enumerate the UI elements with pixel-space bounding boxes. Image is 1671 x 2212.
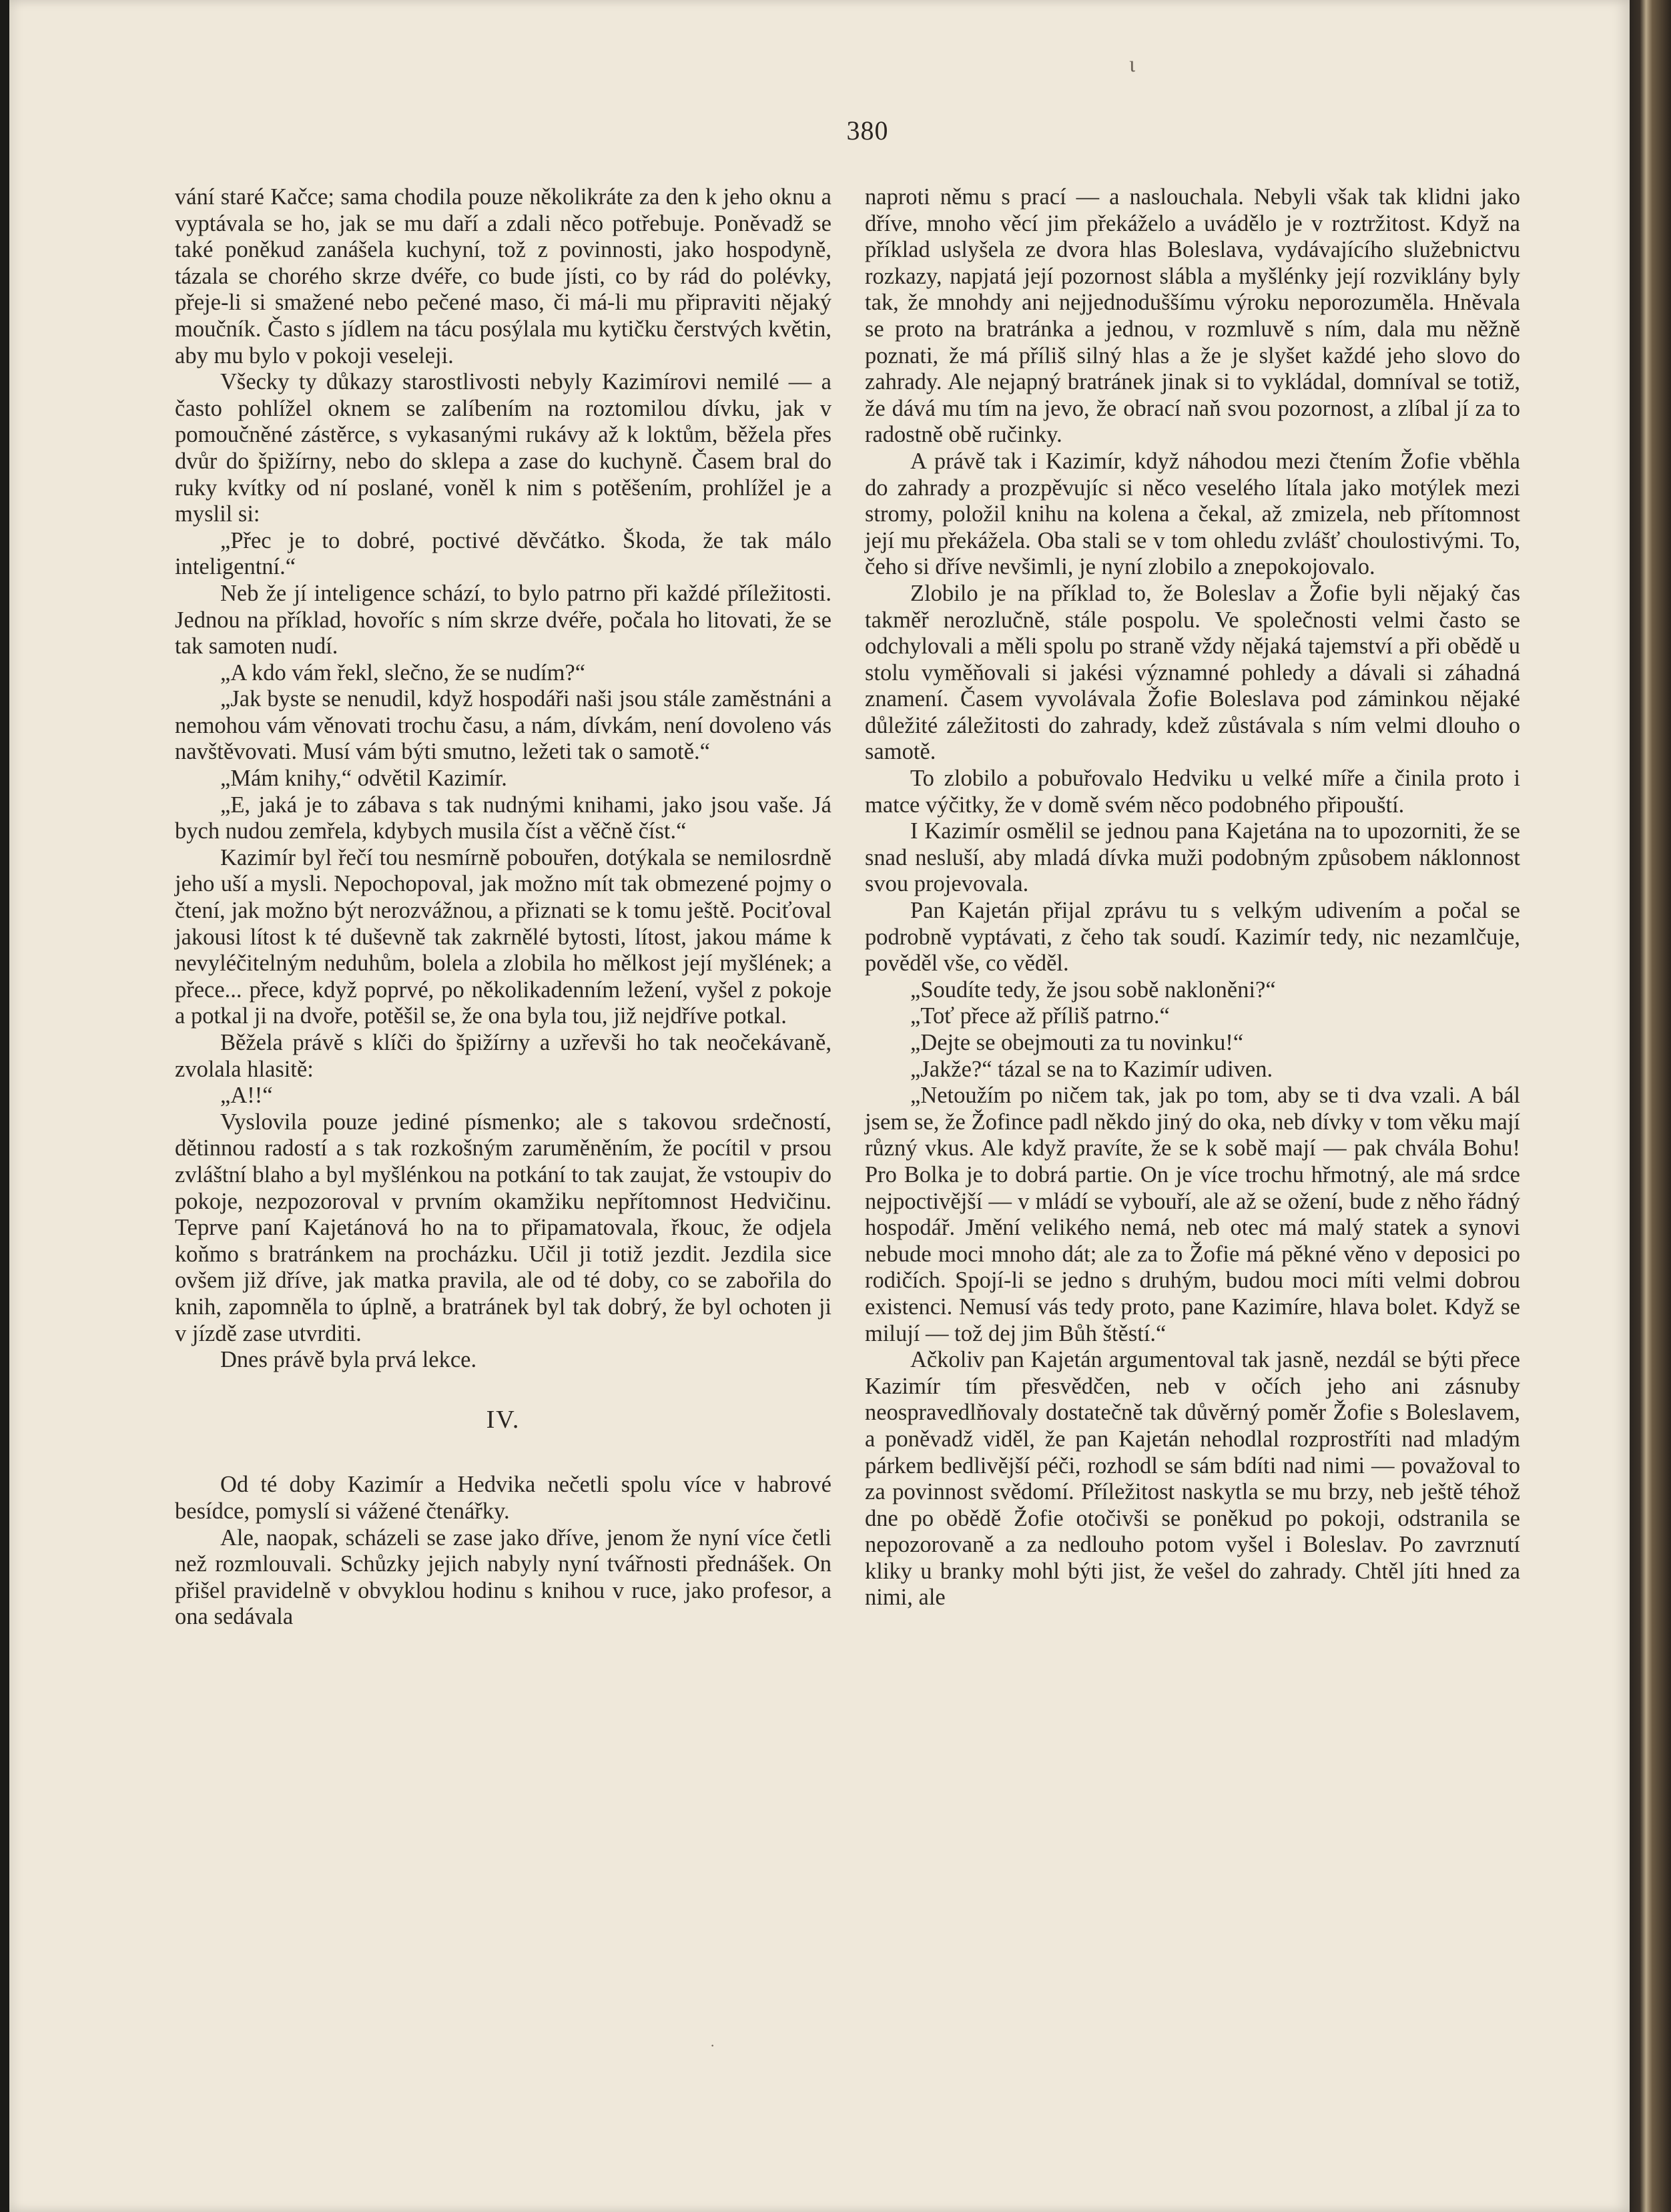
dialogue-line: „A kdo vám řekl, slečno, že se nudím?“ [220, 659, 586, 685]
dialogue-line: „Mám knihy,“ odvětil Kazimír. [220, 766, 507, 792]
dialogue-line: „E, jaká je to zábava s tak nudnými knihami, jako jsou vaše. Já bych nudou zemřela, kdybych musila číst a věčně číst.“ [175, 792, 831, 844]
chapter-heading: IV. [486, 1405, 521, 1434]
paragraph: Pan Kajetán přijal zprávu tu s velkým udivením a počal se podrobně vyptávati, z čeho tak soudí. Kazimír tedy, nic nezamlčuje, pověděl vše, co věděl. [865, 898, 1520, 977]
paragraph: vání staré Kačce; sama chodila pouze několikráte za den k jeho oknu a vyptávala se ho, jak se mu daří a zdali něco potřebuje. Poněvadž se také poněkud zanášela kuchyní, tož z povinnosti, jako hospodyně, tázala se chorého skrze dvéře, co bude jísti, co by rád do polévky, přeje-li si smažené nebo pečené maso, či má-li mu připraviti nějaký moučník. Často s jídlem na tácu posýlala mu kytičku čerstvých květin, aby mu bylo v pokoji veseleji. [175, 184, 831, 368]
paragraph: Kazimír byl řečí tou nesmírně pobouřen, dotýkala se nemilosrdně jeho uší a mysli. Nepochopoval, jak možno mít tak obmezené pojmy o čtení, jak možno být nerozvážnou, a přiznati se k tomu ještě. Pociťoval jakousi lítost k té duševně tak zakrnělé bytosti, lítost, jakou máme k nevyléčitelným neduhům, bolela a zlobila ho mělkost její myšlének; a přece... přece, když poprvé, po několikadenním ležení, vyšel z pokoje a potkal ji na dvoře, potěšil se, že ona byla tou, již nejdříve potkal. [175, 844, 831, 1029]
dialogue-line: „Přec je to dobré, poctivé děvčátko. Škoda, že tak málo inteligentní.“ [175, 527, 831, 580]
paragraph: A právě tak i Kazimír, když náhodou mezi čtením Žofie vběhla do zahrady a prozpěvujíc si něco veselého lítala jako motýlek mezi stromy, položil knihu na kolena a čekal, až zmizela, neb přítomnost její mu překážela. Oba stali se v tom ohledu zvlášť choulostivými. To, čeho si dříve nevšimli, je nyní zlobilo a znepokojovalo. [865, 448, 1520, 580]
book-edge [1630, 0, 1671, 2212]
dialogue-line: „A!!“ [220, 1083, 273, 1109]
paragraph: Neb že jí inteligence schází, to bylo patrno při každé příležitosti. Jednou na příklad, hovoříc s ním skrze dvéře, počala ho litovati, že se tak samoten nudí. [175, 580, 831, 659]
paragraph: Zlobilo je na příklad to, že Boleslav a Žofie byli nějaký čas takměř nerozlučně, stále pospolu. Ve společnosti velmi často se odchylovali a měli spolu po straně vždy nějaká tajemství a při obědě u stolu vyměňovali si jakési významné pohledy a dávali si záhadná znamení. Časem vyvolávala Žofie Boleslava pod záminkou nějaké důležité záležitosti do zahrady, kdež zůstávala s ním velmi dlouho o samotě. [865, 580, 1520, 765]
paragraph: Ale, naopak, scházeli se zase jako dříve, jenom že nyní více četli než rozmlouvali. Schůzky jejich nabyly nyní tvářnosti přednášek. On přišel pravidelně v obvyklou hodinu s knihou v ruce, jako profesor, a ona sedávala [175, 1525, 831, 1630]
right-column [865, 184, 1520, 1611]
dialogue-line: „Jakže?“ tázal se na to Kazimír udiven. [910, 1056, 1273, 1082]
dialogue-line: „Dejte se obejmouti za tu novinku!“ [910, 1030, 1244, 1055]
paragraph: Vyslovila pouze jediné písmenko; ale s takovou srdečností, dětinnou radostí a s tak rozkošným zaruměněním, že pocítil v prsou zvláštní blaho a byl myšlénkou na potkání to tak zaujat, že vstoupiv do pokoje, nezpozoroval v prvním okamžiku nepřítomnost Hedvičinu. Teprve paní Kajetánová ho na to připamatovala, řkouc, že odjela koňmo s bratránkem na procházku. Učil ji totiž jezdit. Jezdila sice ovšem již dříve, jak matka pravila, ale od té doby, co se zabořila do knih, zapomněla to úplně, a bratránek byl tak dobrý, že byl ochoten ji v jízdě zase utvrditi. [175, 1109, 831, 1346]
left-column [175, 184, 831, 1631]
top-mark: ι [1129, 52, 1136, 77]
page-number: 380 [846, 115, 889, 146]
dialogue-line: „Soudíte tedy, že jsou sobě nakloněni?“ [910, 977, 1276, 1003]
paragraph: Od té doby Kazimír a Hedvika nečetli spolu více v habrové besídce, pomyslí si vážené čtenářky. [175, 1472, 831, 1524]
dialogue-line: „Netoužím po ničem tak, jak po tom, aby se ti dva vzali. A bál jsem se, že Žofince padl někdo jiný do oka, neb dívky v tom věku mají různý vkus. Ale když pravíte, že se k sobě mají — pak chvála Bohu! Pro Bolka je to dobrá partie. On je více trochu hřmotný, ale má srdce nejpoctivější — v mládí se vybouří, ale až se ožení, bude z něho řádný hospodář. Jmění velikého nemá, neb otec má malý statek a synovi nebude moci mnoho dát; ale za to Žofie má pěkné věno v deposici po rodičích. Spojí-li se jedno s druhým, budou moci míti velmi dobrou existenci. Nemusí vás tedy proto, pane Kazimíre, hlava bolet. Když se milují — tož dej jim Bůh štěstí.“ [865, 1083, 1520, 1346]
paragraph: Všecky ty důkazy starostlivosti nebyly Kazimírovi nemilé — a často pohlížel oknem se zalíbením na roztomilou dívku, jak v pomoučněné zástěrce, s vykasanými rukávy až k loktům, běžela přes dvůr do špižírny, nebo do sklepa a zase do kuchyně. Časem bral do ruky kvítky od ní poslané, voněl k nim s potěšením, prohlížel je a myslil si: [175, 369, 831, 527]
paragraph: Dnes právě byla prvá lekce. [220, 1347, 477, 1373]
paragraph: To zlobilo a pobuřovalo Hedviku u velké míře a činila proto i matce výčitky, že v domě svém něco podobného připouští. [865, 766, 1520, 818]
paragraph: Ačkoliv pan Kajetán argumentoval tak jasně, nezdál se býti přece Kazimír tím přesvědčen, neb v očích jeho ani zásnuby neospravedlňovaly dostatečně tak důvěrný poměr Žofie s Boleslavem, a poněvadž viděl, že pan Kajetán nehodlal rozprostříti nad mladým párkem bedlivější péči, rozhodl se sám bdíti nad nimi — považoval to za povinnost svědomí. Příležitost naskytla se mu brzy, neb ještě téhož dne po obědě Žofie otočivši se poněkud po pokoji, odstranila se nepozorovaně a za nedlouho potom vyšel i Boleslav. Po zavrznutí kliky u branky mohl býti jist, že vešel do zahrady. Chtěl jíti hned za nimi, ale [865, 1347, 1520, 1611]
paragraph: Běžela právě s klíči do špižírny a uzřevši ho tak neočekávaně, zvolala hlasitě: [175, 1030, 831, 1082]
paragraph: naproti němu s prací — a naslouchala. Nebyli však tak klidni jako dříve, mnoho věcí jim překáželo a uvádělo je v roztržitost. Když na příklad uslyšela ze dvora hlas Boleslava, vydávajícího služebnictvu rozkazy, napjatá její pozornost slábla a myšlénky její rozviklány byly tak, že mnohdy ani nejjednoduššímu výroku neporozuměla. Hněvala se proto na bratránka a jednou, v rozmluvě s ním, dala mu něžně poznati, že má příliš silný hlas a že je slyšet každé jeho slovo do zahrady. Ale nejapný bratránek jinak si to vykládal, domníval se totiž, že dává mu tím na jevo, že obrací naň svou pozornost, a zlíbal jí za to radostně obě ručinky. [865, 184, 1520, 448]
paragraph: I Kazimír osmělil se jednou pana Kajetána na to upozorniti, že se snad nesluší, aby mladá dívka muži podobným způsobem náklonnost svou projevovala. [865, 818, 1520, 897]
dialogue-line: „Jak byste se nenudil, když hospodáři naši jsou stále zaměstnáni a nemohou vám věnovati trochu času, a nám, dívkám, není dovoleno vás navštěvovati. Musí vám býti smutno, ležeti tak o samotě.“ [175, 686, 831, 765]
ink-speck: · [710, 2037, 715, 2054]
dialogue-line: „Toť přece až příliš patrno.“ [910, 1003, 1170, 1029]
